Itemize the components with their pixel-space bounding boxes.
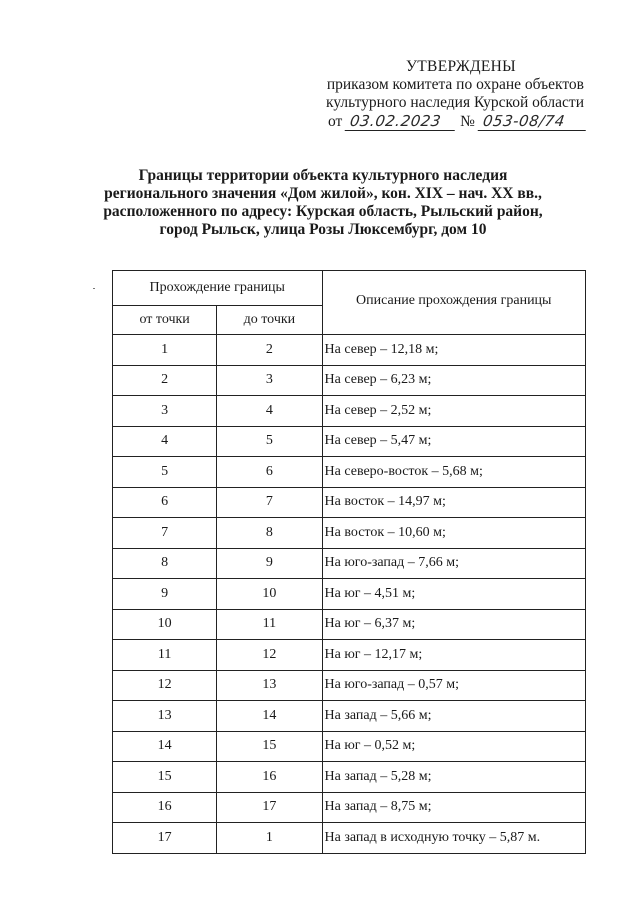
approval-line-2: культурного наследия Курской области [326, 94, 584, 111]
number-label: № [460, 113, 475, 130]
from-point-cell: 13 [113, 701, 217, 732]
to-point-cell: 14 [217, 701, 322, 732]
to-point-cell: 7 [217, 487, 322, 518]
from-point-cell: 11 [113, 640, 217, 671]
from-point-cell: 16 [113, 792, 217, 823]
from-point-cell: 15 [113, 762, 217, 793]
description-cell: На юго-запад – 0,57 м; [322, 670, 585, 701]
from-point-cell: 10 [113, 609, 217, 640]
from-point-cell: 9 [113, 579, 217, 610]
from-point-cell: 14 [113, 731, 217, 762]
to-point-cell: 9 [217, 548, 322, 579]
description-cell: На восток – 14,97 м; [322, 487, 585, 518]
description-cell: На юг – 4,51 м; [322, 579, 585, 610]
to-point-cell: 12 [217, 640, 322, 671]
description-cell: На юг – 0,52 м; [322, 731, 585, 762]
description-cell: На северо-восток – 5,68 м; [322, 457, 585, 488]
description-cell: На юго-запад – 7,66 м; [322, 548, 585, 579]
description-cell: На запад – 5,66 м; [322, 701, 585, 732]
title-line-2: регионального значения «Дом жилой», кон. XIX – нач. XX вв., [104, 185, 542, 202]
table-row [113, 731, 586, 762]
table-row [113, 487, 586, 518]
description-cell: На юг – 12,17 м; [322, 640, 585, 671]
table-row [113, 518, 586, 549]
handwritten-order-number: 053-08/74 [477, 112, 588, 131]
from-point-cell: 17 [113, 823, 217, 854]
from-point-cell: 3 [113, 396, 217, 427]
table-row [113, 457, 586, 488]
table-row [113, 335, 586, 366]
description-cell: На север – 6,23 м; [322, 365, 585, 396]
table-body [113, 335, 586, 854]
to-point-cell: 6 [217, 457, 322, 488]
to-point-cell: 17 [217, 792, 322, 823]
from-point-cell: 2 [113, 365, 217, 396]
to-point-cell: 15 [217, 731, 322, 762]
to-point-cell: 13 [217, 670, 322, 701]
description-cell: На север – 2,52 м; [322, 396, 585, 427]
description-cell: На запад в исходную точку – 5,87 м. [322, 823, 585, 854]
table-row [113, 640, 586, 671]
title-line-3: расположенного по адресу: Курская область, Рыльский район, [103, 203, 543, 220]
from-label: от [328, 113, 343, 130]
title-line-4: город Рыльск, улица Розы Люксембург, дом 10 [159, 221, 487, 238]
table-row [113, 579, 586, 610]
boundary-table [112, 270, 586, 854]
description-cell: На восток – 10,60 м; [322, 518, 585, 549]
approval-heading: УТВЕРЖДЕНЫ [406, 58, 516, 75]
table-row [113, 609, 586, 640]
to-point-cell: 4 [217, 396, 322, 427]
header-to-point: до точки [217, 306, 322, 335]
description-cell: На север – 5,47 м; [322, 426, 585, 457]
table-row [113, 670, 586, 701]
to-point-cell: 2 [217, 335, 322, 366]
description-cell: На юг – 6,37 м; [322, 609, 585, 640]
to-point-cell: 8 [217, 518, 322, 549]
from-point-cell: 6 [113, 487, 217, 518]
table-row [113, 792, 586, 823]
from-point-cell: 5 [113, 457, 217, 488]
scan-speck [93, 288, 95, 289]
table-row [113, 823, 586, 854]
handwritten-date: 03.02.2023 [345, 112, 458, 131]
table-row [113, 762, 586, 793]
table-row [113, 701, 586, 732]
table-row [113, 548, 586, 579]
header-boundary-passage: Прохождение границы [113, 271, 323, 306]
description-cell: На запад – 5,28 м; [322, 762, 585, 793]
approval-line-1: приказом комитета по охране объектов [326, 76, 584, 93]
to-point-cell: 5 [217, 426, 322, 457]
document-title [78, 167, 568, 239]
to-point-cell: 1 [217, 823, 322, 854]
from-point-cell: 7 [113, 518, 217, 549]
title-line-1: Границы территории объекта культурного наследия [138, 167, 508, 184]
to-point-cell: 16 [217, 762, 322, 793]
description-cell: На север – 12,18 м; [322, 335, 585, 366]
from-point-cell: 8 [113, 548, 217, 579]
from-point-cell: 12 [113, 670, 217, 701]
approval-block [310, 58, 590, 132]
approval-order-line [310, 112, 590, 132]
to-point-cell: 10 [217, 579, 322, 610]
to-point-cell: 11 [217, 609, 322, 640]
table-row [113, 365, 586, 396]
table-row [113, 426, 586, 457]
table-row [113, 396, 586, 427]
from-point-cell: 4 [113, 426, 217, 457]
header-from-point: от точки [113, 306, 217, 335]
from-point-cell: 1 [113, 335, 217, 366]
header-boundary-description: Описание прохождения границы [322, 271, 585, 335]
description-cell: На запад – 8,75 м; [322, 792, 585, 823]
to-point-cell: 3 [217, 365, 322, 396]
